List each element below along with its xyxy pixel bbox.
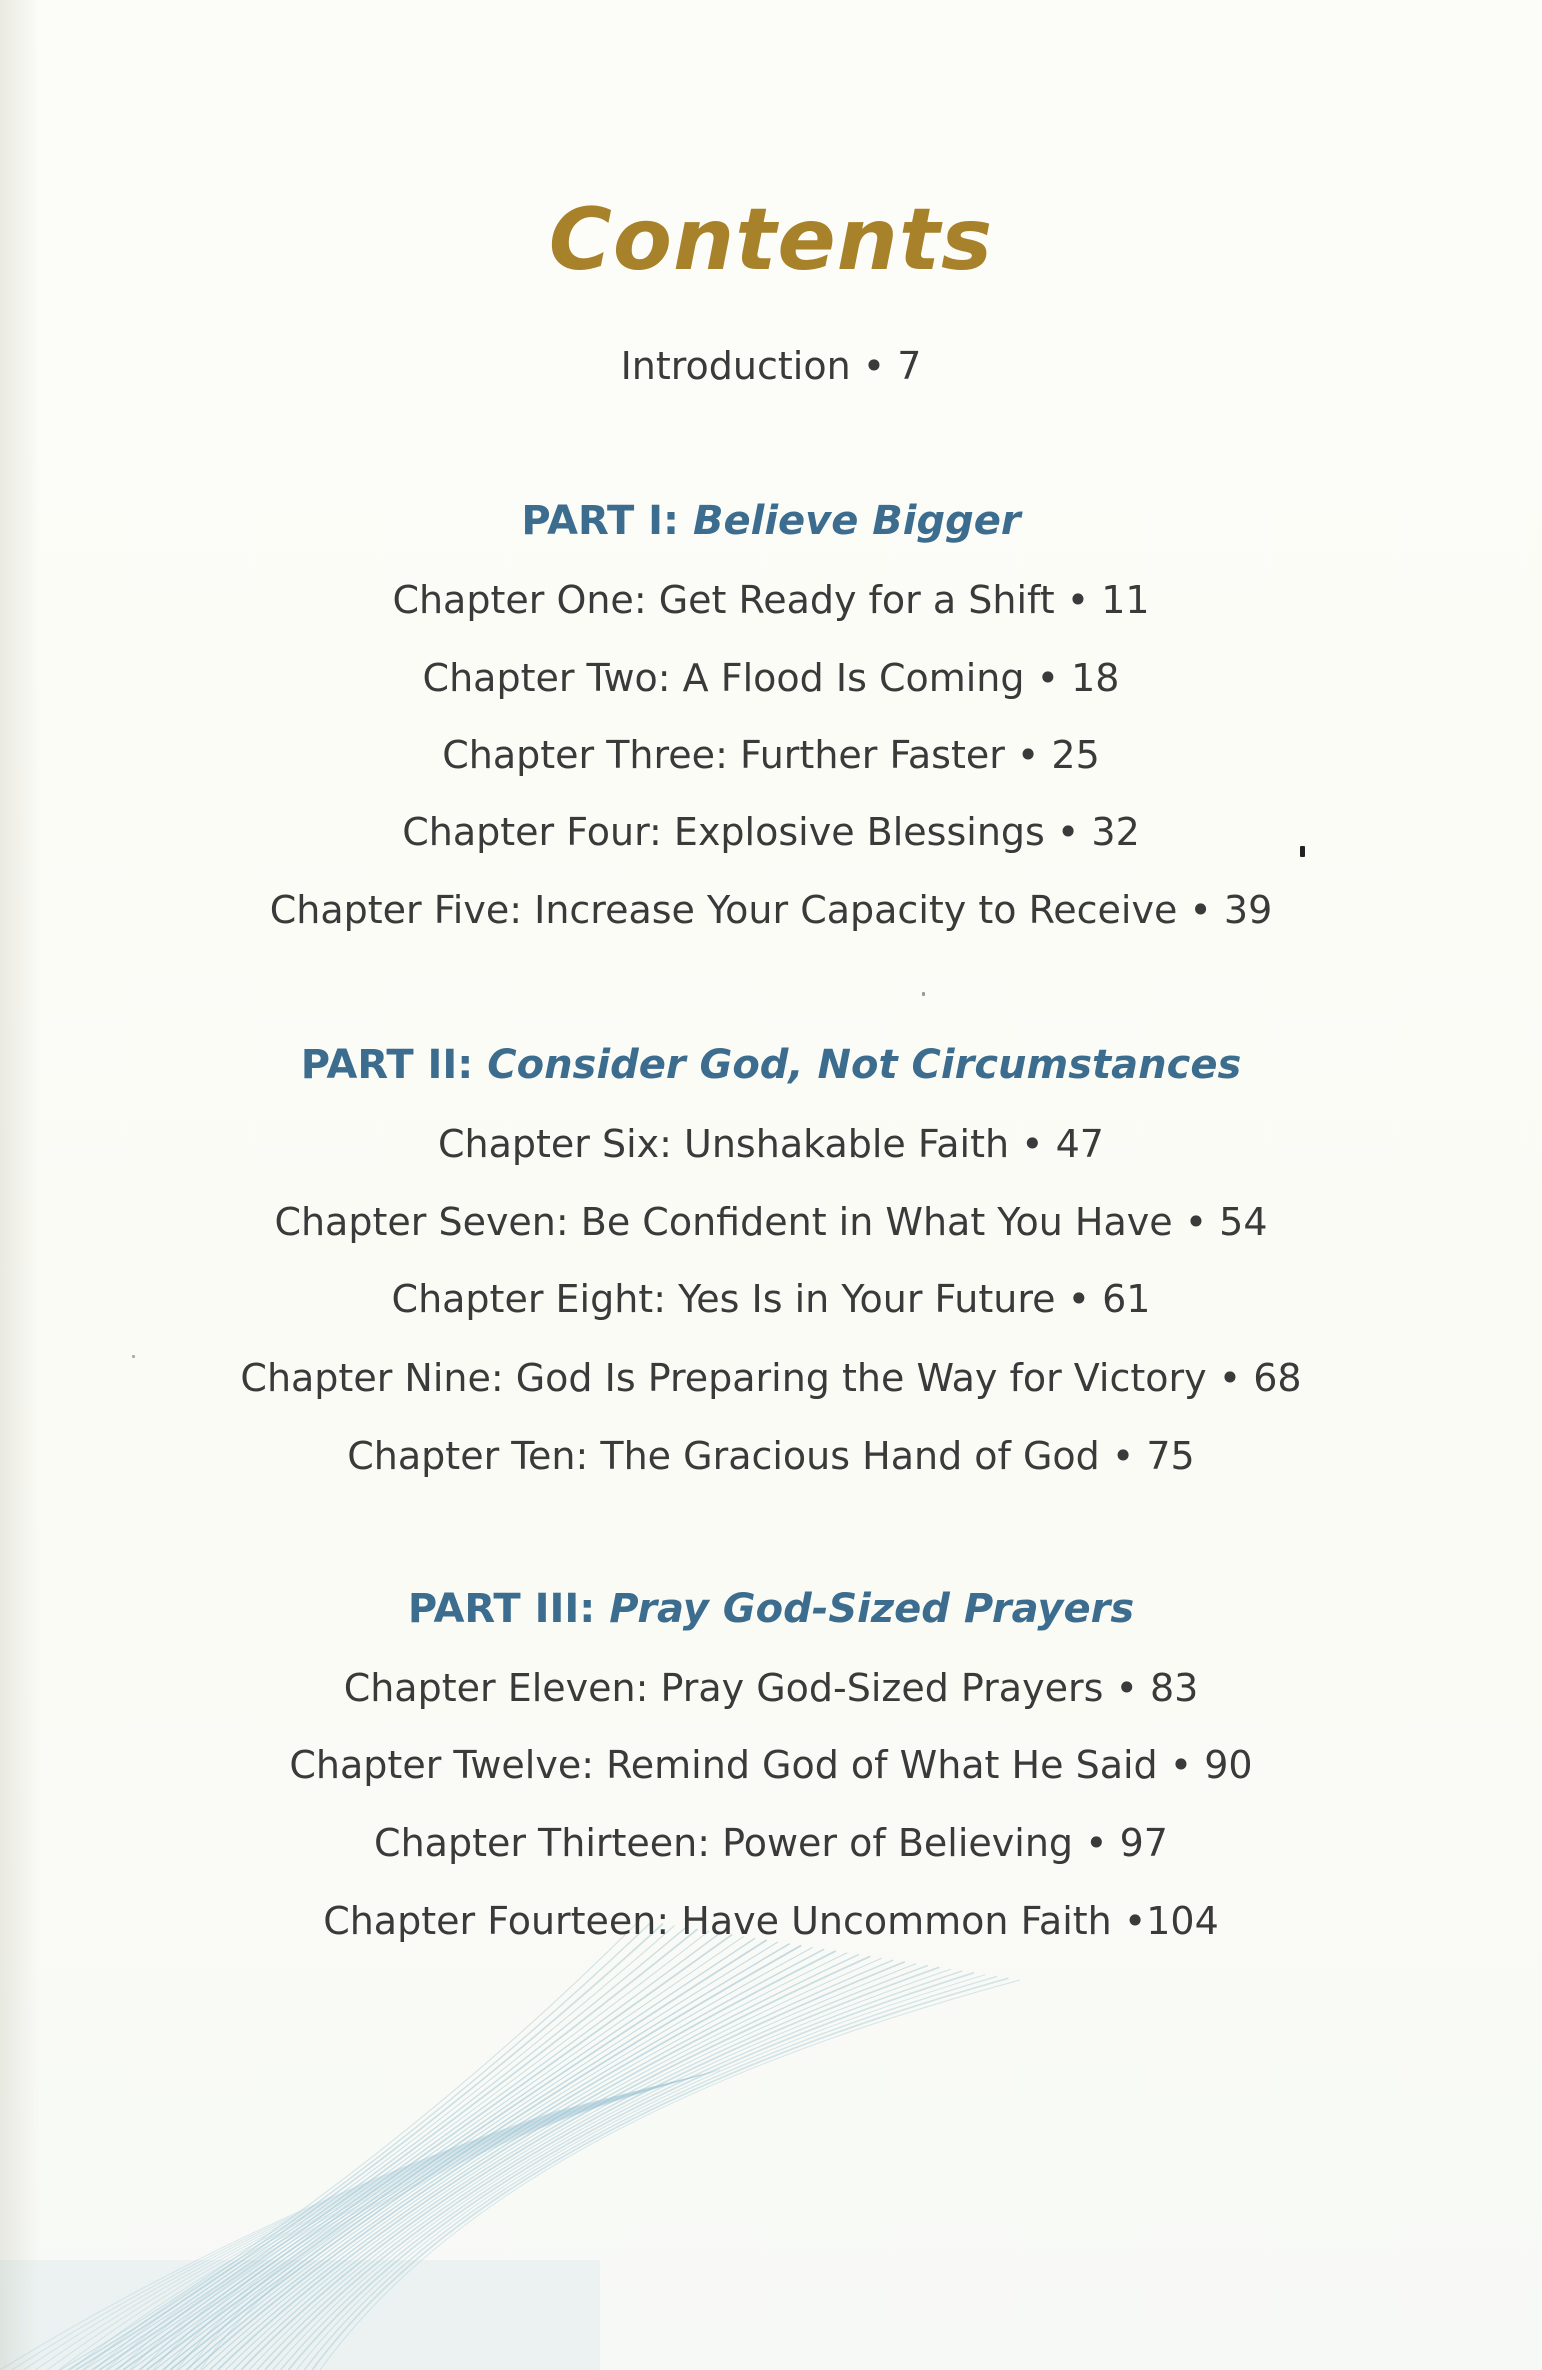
chapter-entry: Chapter Two: A Flood Is Coming • 18 [422,656,1120,700]
chapter-entry: Chapter Eight: Yes Is in Your Future • 61 [391,1277,1151,1321]
part-1-label: PART I: [521,498,680,544]
chapter-entry: Chapter Seven: Be Confident in What You Have • 54 [274,1200,1268,1244]
part-1-heading [0,496,1542,546]
chapter-entry: Chapter Three: Further Faster • 25 [442,733,1100,777]
part-2-label: PART II: [300,1042,474,1088]
chapter-entry: Chapter One: Get Ready for a Shift • 11 [392,578,1150,622]
part-3-heading [0,1584,1542,1634]
chapter-entry: Chapter Twelve: Remind God of What He Said • 90 [289,1743,1253,1787]
decor-wash [0,2260,600,2370]
part-2-heading [0,1040,1542,1090]
chapter-entry: Chapter Four: Explosive Blessings • 32 [402,810,1140,854]
scan-speck [132,1355,135,1358]
part-1-name: Believe Bigger [693,498,1021,544]
scan-speck [1300,846,1305,857]
part-3-label: PART III: [407,1586,596,1632]
part-3-name: Pray God-Sized Prayers [609,1586,1135,1632]
chapter-entry: Chapter Ten: The Gracious Hand of God • 75 [347,1434,1195,1478]
part-2-name: Consider God, Not Circumstances [487,1042,1242,1088]
scan-speck [922,992,925,996]
chapter-entry: Chapter Nine: God Is Preparing the Way for Victory • 68 [240,1356,1302,1400]
introduction-entry: Introduction • 7 [620,344,922,388]
chapter-entry: Chapter Thirteen: Power of Believing • 97 [374,1821,1168,1865]
decorative-wave-lines [0,1880,1542,2370]
chapter-entry: Chapter Fourteen: Have Uncommon Faith •104 [323,1899,1219,1943]
contents-title: Contents [548,190,994,290]
chapter-entry: Chapter Five: Increase Your Capacity to Receive • 39 [269,888,1273,932]
chapter-entry: Chapter Eleven: Pray God-Sized Prayers • 83 [343,1666,1199,1710]
chapter-entry: Chapter Six: Unshakable Faith • 47 [437,1122,1104,1166]
